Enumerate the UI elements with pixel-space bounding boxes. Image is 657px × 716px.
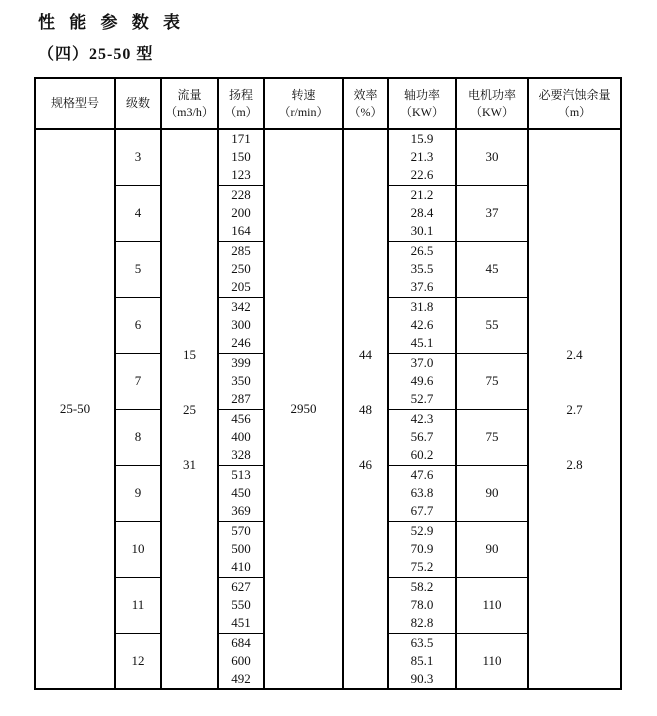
stage-cell: 5 — [115, 241, 161, 297]
page-title: 性 能 参 数 表 — [38, 13, 185, 32]
head-cell: 627 550 451 — [218, 577, 264, 633]
head-cell: 228 200 164 — [218, 185, 264, 241]
shaft-power-cell: 58.2 78.0 82.8 — [388, 577, 456, 633]
motor-power-cell: 110 — [456, 577, 528, 633]
head-cell: 171 150 123 — [218, 129, 264, 185]
shaft-power-cell: 63.5 85.1 90.3 — [388, 633, 456, 689]
performance-parameter-table — [34, 77, 622, 690]
shaft-power-cell: 42.3 56.7 60.2 — [388, 409, 456, 465]
npsh-value: 2.8 — [566, 456, 583, 472]
shaft-power-cell: 21.2 28.4 30.1 — [388, 185, 456, 241]
head-cell: 342 300 246 — [218, 297, 264, 353]
stage-cell: 3 — [115, 129, 161, 185]
model-cell: 25-50 — [35, 129, 115, 689]
head-cell: 684 600 492 — [218, 633, 264, 689]
head-cell: 399 350 287 — [218, 353, 264, 409]
speed-cell: 2950 — [264, 129, 343, 689]
shaft-power-cell: 37.0 49.6 52.7 — [388, 353, 456, 409]
motor-power-cell: 90 — [456, 465, 528, 521]
npsh-value: 2.4 — [566, 346, 583, 362]
efficiency-value: 46 — [359, 456, 372, 472]
motor-power-cell: 75 — [456, 353, 528, 409]
motor-power-cell: 55 — [456, 297, 528, 353]
npsh-value: 2.7 — [566, 401, 583, 417]
motor-power-cell: 30 — [456, 129, 528, 185]
efficiency-value: 48 — [359, 401, 372, 417]
header-head: 扬程 （m） — [218, 78, 264, 129]
head-cell: 285 250 205 — [218, 241, 264, 297]
shaft-power-cell: 26.5 35.5 37.6 — [388, 241, 456, 297]
efficiency-value: 44 — [359, 346, 372, 362]
flow-cell — [161, 129, 218, 689]
npsh-cell — [528, 129, 621, 689]
shaft-power-cell: 31.8 42.6 45.1 — [388, 297, 456, 353]
header-speed: 转速 （r/min） — [264, 78, 343, 129]
shaft-power-cell: 47.6 63.8 67.7 — [388, 465, 456, 521]
motor-power-cell: 110 — [456, 633, 528, 689]
flow-value: 25 — [183, 401, 196, 417]
table-row — [35, 129, 621, 185]
stage-cell: 6 — [115, 297, 161, 353]
shaft-power-cell: 15.9 21.3 22.6 — [388, 129, 456, 185]
shaft-power-cell: 52.9 70.9 75.2 — [388, 521, 456, 577]
head-cell: 513 450 369 — [218, 465, 264, 521]
efficiency-cell — [343, 129, 388, 689]
stage-cell: 7 — [115, 353, 161, 409]
header-shaft-power: 轴功率 （KW） — [388, 78, 456, 129]
header-stages: 级数 — [115, 78, 161, 129]
stage-cell: 12 — [115, 633, 161, 689]
header-efficiency: 效率 （%） — [343, 78, 388, 129]
motor-power-cell: 75 — [456, 409, 528, 465]
header-motor-power: 电机功率 （KW） — [456, 78, 528, 129]
header-flow: 流量 （m3/h） — [161, 78, 218, 129]
flow-value: 31 — [183, 456, 196, 472]
motor-power-cell: 45 — [456, 241, 528, 297]
stage-cell: 11 — [115, 577, 161, 633]
table-header-row — [35, 78, 621, 129]
page-subtitle: （四）25-50 型 — [38, 46, 154, 63]
motor-power-cell: 37 — [456, 185, 528, 241]
stage-cell: 8 — [115, 409, 161, 465]
stage-cell: 4 — [115, 185, 161, 241]
motor-power-cell: 90 — [456, 521, 528, 577]
stage-cell: 10 — [115, 521, 161, 577]
head-cell: 456 400 328 — [218, 409, 264, 465]
header-npsh: 必要汽蚀余量 （m） — [528, 78, 621, 129]
head-cell: 570 500 410 — [218, 521, 264, 577]
stage-cell: 9 — [115, 465, 161, 521]
header-model: 规格型号 — [35, 78, 115, 129]
flow-value: 15 — [183, 346, 196, 362]
